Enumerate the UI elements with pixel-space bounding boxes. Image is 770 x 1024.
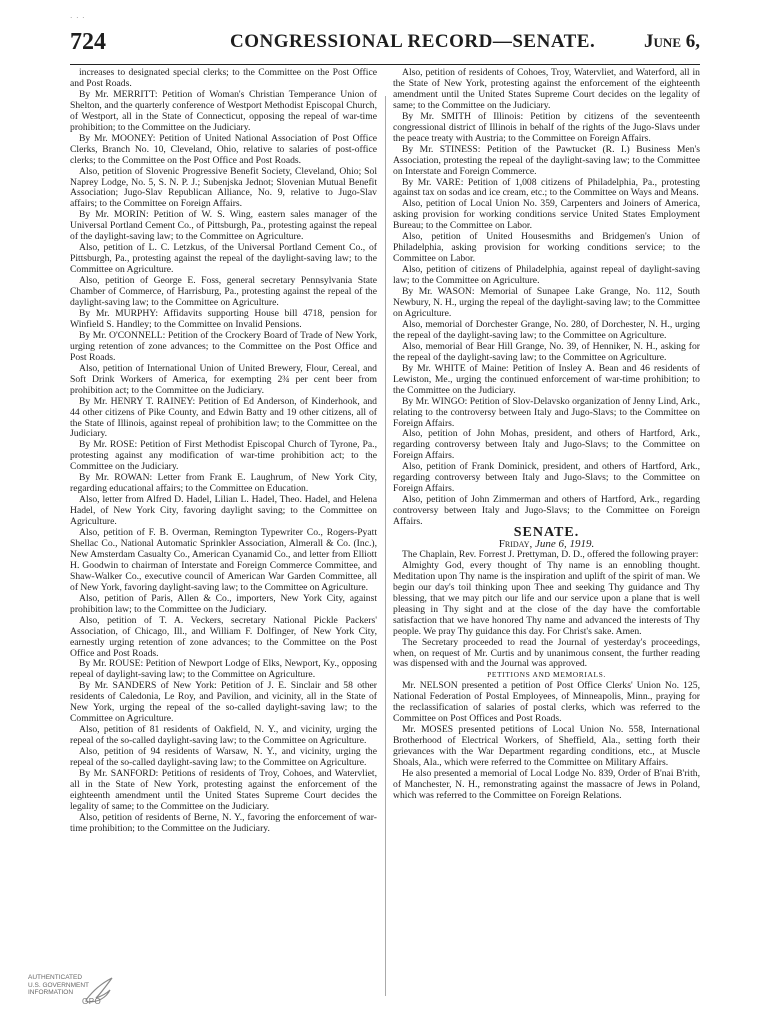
paragraph: Also, petition of L. C. Letzkus, of the Universal Portland Cement Co., of Pittsburgh, Pa., protesting against the repeal of the daylight-saving law; to the Committee on Agriculture. xyxy=(70,242,377,276)
paragraph: Also, petition of John Mohas, president, and others of Hartford, Ark., regarding controversy between Italy and Jugo-Slavs; to the Committee on Foreign Affairs. xyxy=(393,428,700,462)
paragraph: Also, petition of citizens of Philadelphia, against repeal of daylight-saving law; to the Committee on Agriculture. xyxy=(393,264,700,287)
paragraph: Also, petition of residents of Berne, N. Y., favoring the enforcement of war-time prohibition; to the Committee on the Judiciary. xyxy=(70,811,377,834)
paragraph: Also, petition of Frank Dominick, president, and others of Hartford, Ark., regarding controversy between Italy and Jugo-Slavs; to the Committee on Foreign Affairs. xyxy=(393,461,700,495)
paragraph: By Mr. SANFORD: Petitions of residents of Troy, Cohoes, and Watervliet, all in the State of New York, protesting against the enforcement of the eighteenth amendment until the United States Supreme Court decides the legality of same; to the Committee on the Judiciary. xyxy=(70,768,377,812)
right-column-petitions xyxy=(393,68,700,528)
gpo-authentication-badge xyxy=(28,968,114,1012)
paragraph: By Mr. SANDERS of New York: Petition of J. E. Sinclair and 58 other residents of Caledonia, Le Roy, and Pavilion, and vicinity, all in the State of New York, urging the repeal of the so-called daylight-saving law; to the Committee on Agriculture. xyxy=(70,680,377,725)
paragraph: By Mr. WASON: Memorial of Sunapee Lake Grange, No. 112, South Newbury, N. H., urging the repeal of the daylight-saving law; to the Committee on Agriculture. xyxy=(393,286,700,319)
column-divider xyxy=(385,96,386,996)
badge-line-2: U.S. GOVERNMENT xyxy=(28,981,90,989)
paragraph: By Mr. MERRITT: Petition of Woman's Christian Temperance Union of Shelton, and the quarterly conference of Westport Methodist Episcopal Church, of Westport, all in the State of Connecticut, opposing the repeal of war-time prohibition; to the Committee on the Judiciary. xyxy=(70,88,377,133)
paragraph: By Mr. MOONEY: Petition of United National Association of Post Office Clerks, Branch No. 10, Cleveland, Ohio, relative to salaries of post-office clerks; to the Committee on the Post Office and Post Roads. xyxy=(70,132,377,166)
paragraph: Mr. MOSES presented petitions of Local Union No. 558, International Brotherhood of Electrical Workers, of Sheffield, Ala., setting forth their grievances with the War Department regarding conditions, etc., at Muscle Shoals, Ala., which were referred to the Committee on Military Affairs. xyxy=(393,724,700,769)
paragraph: The Chaplain, Rev. Forrest J. Prettyman, D. D., offered the following prayer: xyxy=(402,548,699,560)
paragraph: Also, petition of Slovenic Progressive Benefit Society, Cleveland, Ohio; Sol Naprey Lodge, No. 5, S. N. P. J.; Subenjska Jednot; Slovenian Mutual Benefit Association; Jugo-Slav Republican Alliance, No. 9, relative to Jugo-Slav affairs; to the Committee on Foreign Affairs. xyxy=(70,165,377,210)
left-column xyxy=(70,68,377,835)
petitions-subheading: PETITIONS AND MEMORIALS. xyxy=(487,670,606,680)
paragraph: Also, petition of John Zimmerman and others of Hartford, Ark., regarding controversy between Italy and Jugo-Slavs; to the Committee on Foreign Affairs. xyxy=(393,494,700,528)
paragraph: By Mr. ROSE: Petition of First Methodist Episcopal Church of Tyrone, Pa., protesting against any modification of war-time prohibition act; to the Committee on the Judiciary. xyxy=(70,439,377,473)
paragraph: Also, petition of George E. Foss, general secretary Pennsylvania State Chamber of Commerce, of Harrisburg, Pa., protesting against the repeal of the daylight-saving law; to the Committee on Agriculture. xyxy=(70,275,377,309)
running-date: June 6, xyxy=(644,31,700,52)
paragraph: Almighty God, every thought of Thy name is an ennobling thought. Meditation upon Thy name is the inspiration and uplift of the spirit of man. We begin our day's toil thinking upon Thee and seeking Thy guidance and Thy blessing, that we may pitch our life and our service upon a plane that is well pleasing in Thy sight and at the close of the day have the comfortable satisfaction that we have honored Thy name and advanced the interests of Thy people. We pray Thy guidance this day. For Christ's sake. Amen. xyxy=(393,559,700,637)
senate-heading: SENATE. xyxy=(513,525,580,541)
top-print-marks: · · · xyxy=(70,14,86,22)
paragraph: By Mr. MURPHY: Affidavits supporting House bill 4718, pension for Winfield S. Handley; to the Committee on Invalid Pensions. xyxy=(70,307,377,330)
paragraph: By Mr. VARE: Petition of 1,008 citizens of Philadelphia, Pa., protesting against tax on sodas and ice cream, etc.; to the Committee on Ways and Means. xyxy=(393,176,700,199)
paragraph: Also, memorial of Dorchester Grange, No. 280, of Dorchester, N. H., urging the repeal of the daylight-saving law; to the Committee on Agriculture. xyxy=(393,318,700,341)
right-column xyxy=(393,68,700,802)
badge-line-3: INFORMATION xyxy=(28,989,74,996)
session-date-text: June 6, 1919. xyxy=(534,537,595,550)
paragraph: Also, petition of Local Union No. 359, Carpenters and Joiners of America, asking provision for working conditions service United States Employment Bureau; to the Committee on Labor. xyxy=(393,198,700,232)
paragraph: The Secretary proceeded to read the Journal of yesterday's proceedings, when, on request of Mr. Curtis and by unanimous consent, the further reading was dispensed with and the Journal was approved. xyxy=(393,636,700,670)
paragraph: Also, letter from Alfred D. Hadel, Lilian L. Hadel, Theo. Hadel, and Helena Hadel, of New York City, favoring daylight saving; to the Committee on Agriculture. xyxy=(70,494,377,528)
paragraph: By Mr. ROUSE: Petition of Newport Lodge of Elks, Newport, Ky., opposing repeal of daylight-saving law; to the Committee on Agriculture. xyxy=(70,658,377,681)
paragraph: Mr. NELSON presented a petition of Post Office Clerks' Union No. 125, National Federation of Postal Employees, of Minneapolis, Minn., praying for the reclassification of salaries of postal clerks, which was referred to the Committee on Post Offices and Post Roads. xyxy=(393,680,700,725)
paragraph: By Mr. SMITH of Illinois: Petition by citizens of the seventeenth congressional district of Illinois in behalf of the rights of the Jugo-Slavs under the peace treaty with Austria; to the Committee on Foreign Affairs. xyxy=(393,110,700,144)
page-number: 724 xyxy=(70,29,106,55)
senate-petition-paragraphs xyxy=(393,681,700,801)
page-header xyxy=(70,29,700,55)
paragraph: Also, petition of 81 residents of Oakfield, N. Y., and vicinity, urging the repeal of the so-called daylight-saving law; to the Committee on Agriculture. xyxy=(70,724,377,747)
paragraph: By Mr. HENRY T. RAINEY: Petition of Ed Anderson, of Kinderhook, and 44 other citizens of Pike County, and Edwin Batty and 19 other citizens, all of the State of Illinois, against repeal of prohibition law; to the Committee on the Judiciary. xyxy=(70,395,377,440)
paragraph: Also, petition of United Housesmiths and Bridgemen's Union of Philadelphia, asking provision for working conditions service; to the Committee on Labor. xyxy=(393,231,700,265)
paragraph: By Mr. ROWAN: Letter from Frank E. Laughrum, of New York City, regarding educational affairs; to the Committee on Education. xyxy=(70,472,377,495)
paragraph: Also, petition of International Union of United Brewery, Flour, Cereal, and Soft Drink Workers of America, for exempting 2¾ per cent beer from prohibition act; to the Committee on the Judiciary. xyxy=(70,362,377,396)
badge-line-1: AUTHENTICATED xyxy=(28,974,83,981)
header-rule xyxy=(70,64,700,65)
paragraph: By Mr. WINGO: Petition of Slov-Delavsko organization of Jenny Lind, Ark., relating to the controversy between Italy and Jugo-Slavs; to the Committee on Foreign Affairs. xyxy=(393,395,700,429)
paragraph: By Mr. O'CONNELL: Petition of the Crockery Board of Trade of New York, urging retention of zone advances; to the Committee on the Post Office and Post Roads. xyxy=(70,329,377,363)
paragraph: By Mr. MORIN: Petition of W. S. Wing, eastern sales manager of the Universal Portland Cement Co., of Pittsburgh, Pa., protesting against the repeal of the daylight-saving law; to the Committee on Agriculture. xyxy=(70,209,377,243)
paragraph: Also, petition of Paris, Allen & Co., importers, New York City, against prohibition law; to the Committee on the Judiciary. xyxy=(70,592,377,615)
paragraph: Also, petition of residents of Cohoes, Troy, Watervliet, and Waterford, all in the State of New York, protesting against the enforcement of the eighteenth amendment until the United States Supreme Court decides on the legality of same; to the Committee on the Judiciary. xyxy=(393,67,700,111)
paragraph: Also, petition of 94 residents of Warsaw, N. Y., and vicinity, urging the repeal of the so-called daylight-saving law; to the Committee on Agriculture. xyxy=(70,746,377,769)
paragraph: By Mr. STINESS: Petition of the Pawtucket (R. I.) Business Men's Association, protesting the repeal of the daylight-saving law; to the Committee on Interstate and Foreign Commerce. xyxy=(393,143,700,177)
paragraph: Also, memorial of Bear Hill Grange, No. 39, of Henniker, N. H., asking for the repeal of the daylight-saving law; to the Committee on Agriculture. xyxy=(393,340,700,363)
gpo-label: GPO xyxy=(82,997,102,1006)
session-day: Friday, xyxy=(498,537,533,550)
paragraph: He also presented a memorial of Local Lodge No. 839, Order of B'nai B'rith, of Manchester, N. H., remonstrating against the massacre of Jews in Poland, which was referred to the Committee on Foreign Relations. xyxy=(393,768,700,801)
paragraph: By Mr. WHITE of Maine: Petition of Insley A. Bean and 46 residents of Lewiston, Me., urging the continued enforcement of war-time prohibition; to the Committee on the Judiciary. xyxy=(393,362,700,396)
paragraph: Also, petition of F. B. Overman, Remington Typewriter Co., Rogers-Pyatt Shellac Co., National Automatic Sprinkler Association, Almerall & Co. (Inc.), New Amsterdam Casualty Co., American Cyanamid Co., and letter from Elliott H. Goodwin to chairman of Interstate and Foreign Commerce Committee, and Shaw-Walker Co., executive council of American War Garden Committee, all of New York, favoring daylight-saving law; to the Committee on Agriculture. xyxy=(70,527,377,593)
paragraph: increases to designated special clerks; to the Committee on the Post Office and Post Roads. xyxy=(70,67,377,89)
running-title: CONGRESSIONAL RECORD—SENATE. xyxy=(230,31,596,52)
senate-opening-paragraphs xyxy=(393,550,700,670)
paragraph: Also, petition of T. A. Veckers, secretary National Pickle Packers' Association, of Chicago, Ill., and William F. Dolfinger, of New York City, earnestly urging retention of zone advances; to the Committee on the Post Office and Post Roads. xyxy=(70,614,377,659)
